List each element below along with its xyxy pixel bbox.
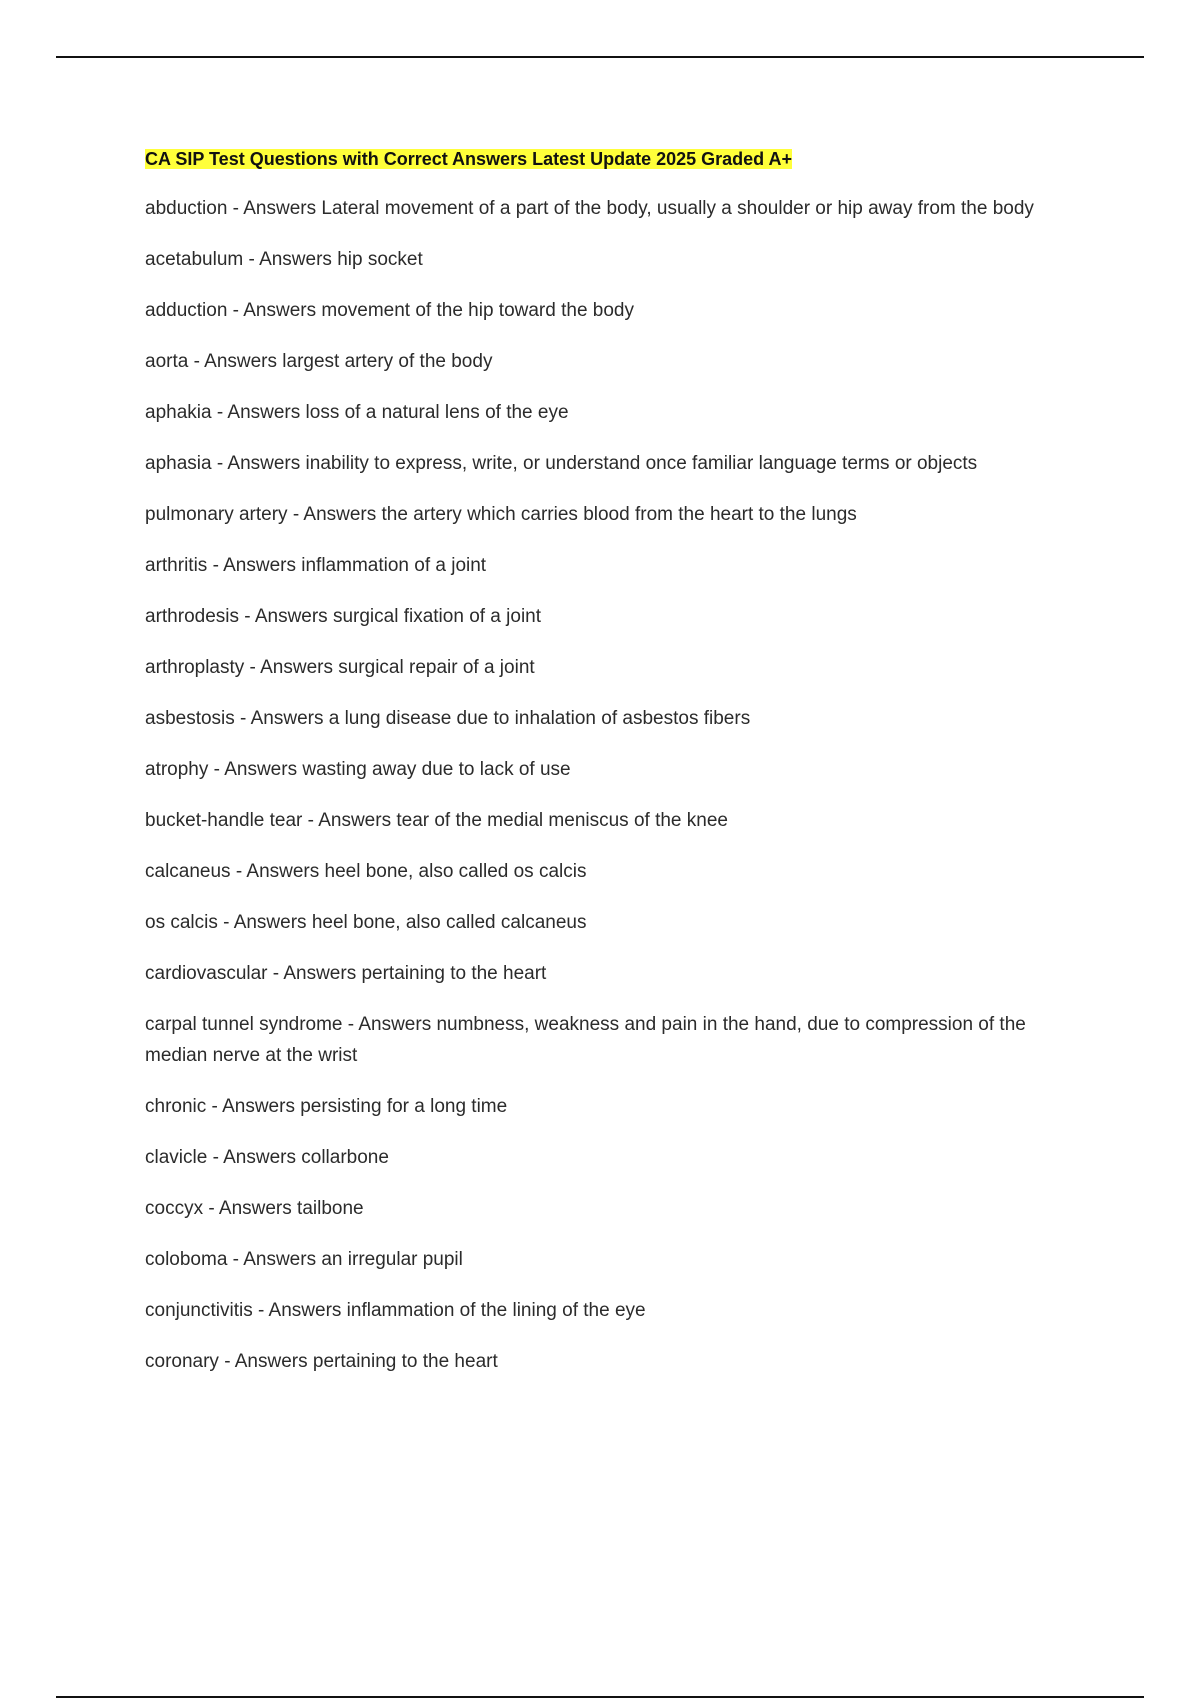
glossary-entry: coccyx - Answers tailbone <box>145 1198 364 1219</box>
glossary-entry: chronic - Answers persisting for a long time <box>145 1096 508 1117</box>
glossary-entry: aphasia - Answers inability to express, write, or understand once familiar language terms or objects <box>145 453 978 474</box>
glossary-entry: pulmonary artery - Answers the artery which carries blood from the heart to the lungs <box>145 504 857 525</box>
glossary-list <box>145 193 1090 1377</box>
glossary-entry: asbestosis - Answers a lung disease due to inhalation of asbestos fibers <box>145 708 751 729</box>
glossary-entry: acetabulum - Answers hip socket <box>145 249 423 270</box>
glossary-entry: coronary - Answers pertaining to the heart <box>145 1351 498 1372</box>
glossary-entry: aorta - Answers largest artery of the body <box>145 351 493 372</box>
footer-rule <box>56 1696 1144 1698</box>
glossary-entry: aphakia - Answers loss of a natural lens of the eye <box>145 402 569 423</box>
glossary-entry: arthroplasty - Answers surgical repair of a joint <box>145 657 535 678</box>
glossary-entry: calcaneus - Answers heel bone, also called os calcis <box>145 861 587 882</box>
glossary-entry: bucket-handle tear - Answers tear of the medial meniscus of the knee <box>145 810 728 831</box>
glossary-entry: arthrodesis - Answers surgical fixation of a joint <box>145 606 542 627</box>
glossary-entry: arthritis - Answers inflammation of a joint <box>145 555 487 576</box>
glossary-entry: os calcis - Answers heel bone, also called calcaneus <box>145 912 587 933</box>
glossary-entry: carpal tunnel syndrome - Answers numbness, weakness and pain in the hand, due to compression of the median nerve at the wrist <box>145 1014 1026 1066</box>
glossary-entry: abduction - Answers Lateral movement of a part of the body, usually a shoulder or hip away from the body <box>145 198 1034 219</box>
glossary-entry: atrophy - Answers wasting away due to lack of use <box>145 759 571 780</box>
glossary-entry: clavicle - Answers collarbone <box>145 1147 389 1168</box>
glossary-entry: adduction - Answers movement of the hip toward the body <box>145 300 634 321</box>
glossary-entry: conjunctivitis - Answers inflammation of the lining of the eye <box>145 1300 646 1321</box>
header-rule <box>56 56 1144 58</box>
glossary-entry: coloboma - Answers an irregular pupil <box>145 1249 463 1270</box>
title-line <box>145 145 1090 173</box>
document-title: CA SIP Test Questions with Correct Answers Latest Update 2025 Graded A+ <box>145 149 793 169</box>
glossary-entry: cardiovascular - Answers pertaining to the heart <box>145 963 547 984</box>
document-body <box>145 145 1090 1397</box>
